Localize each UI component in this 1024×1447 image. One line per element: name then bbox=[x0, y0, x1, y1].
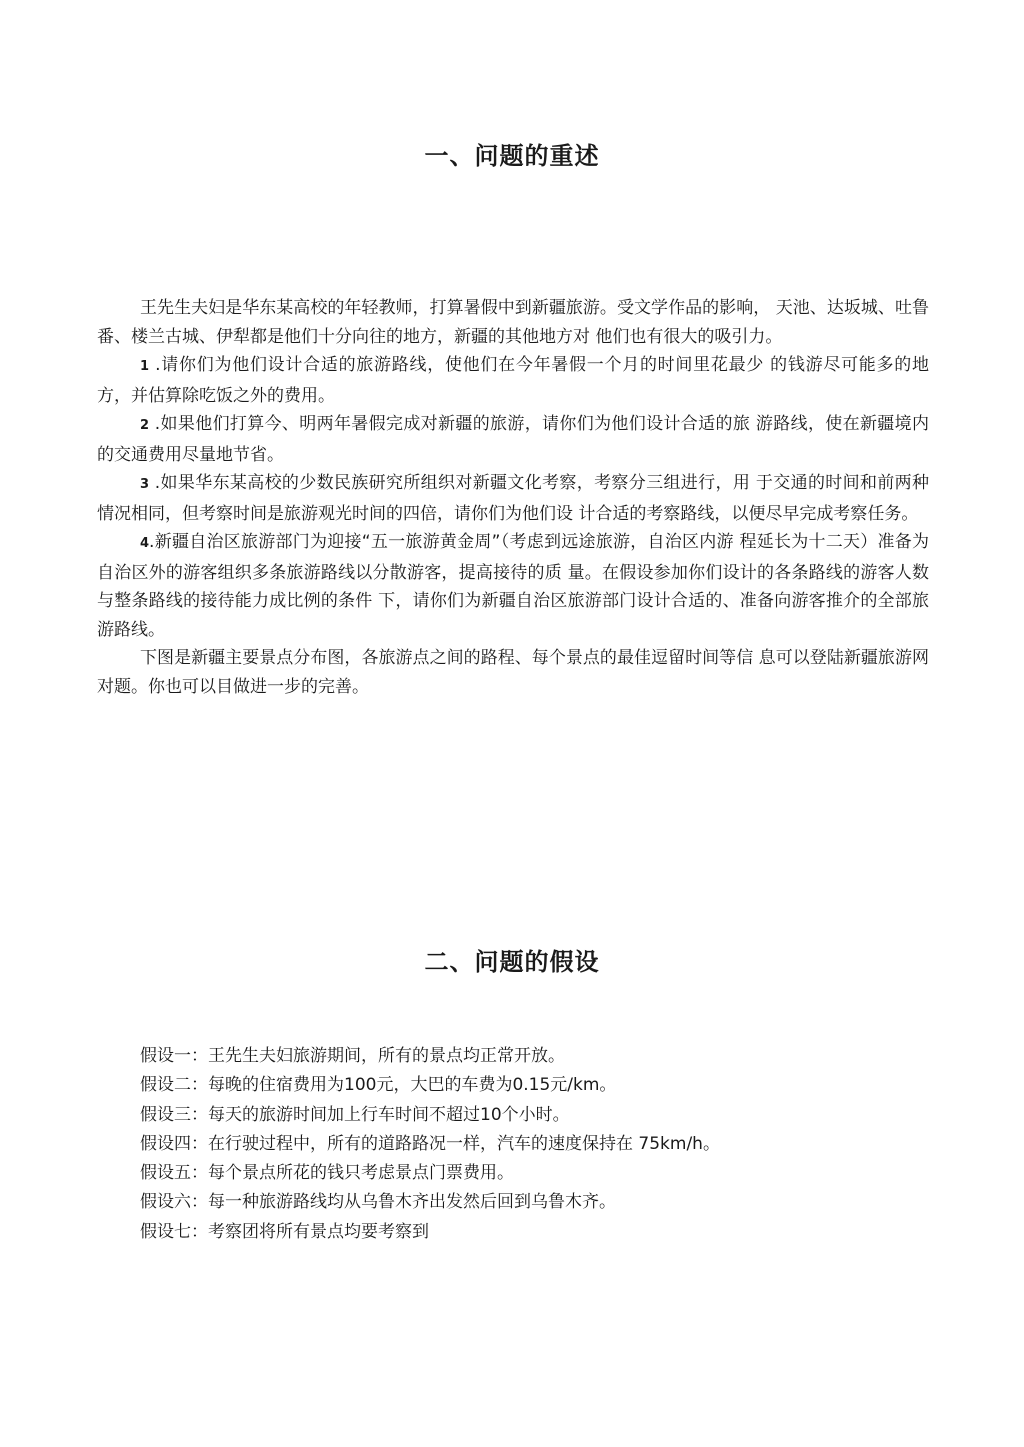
task-item-2 bbox=[97, 410, 929, 469]
assumption-item: 假设三：每天的旅游时间加上行车时间不超过10个小时。 bbox=[140, 1104, 570, 1125]
restatement-body bbox=[97, 294, 929, 701]
assumptions-list bbox=[140, 1042, 940, 1247]
task-item-4 bbox=[97, 528, 929, 644]
task-text: .请你们为他们设计合适的旅游路线，使他们在今年暑假一个月的时间里花最少 的钱游尽可能多的地方，并估算除吃饭之外的费用。 bbox=[97, 355, 929, 406]
assumption-item: 假设五：每个景点所花的钱只考虑景点门票费用。 bbox=[140, 1163, 514, 1184]
task-text: .如果华东某高校的少数民族研究所组织对新疆文化考察，考察分三组进行，用 于交通的时间和前两种情况相同，但考察时间是旅游观光时间的四倍，请你们为他们设 计合适的考察路线，以便尽早完成考察任务。 bbox=[97, 473, 929, 524]
section-heading-restatement: 一、问题的重述 bbox=[424, 142, 600, 170]
intro-paragraph: 王先生夫妇是华东某高校的年轻教师，打算暑假中到新疆旅游。受文学作品的影响， 天池、达坂城、吐鲁番、楼兰古城、伊犁都是他们十分向往的地方，新疆的其他地方对 他们也有很大的吸引力。 bbox=[97, 298, 929, 347]
task-number: 3 bbox=[140, 477, 150, 492]
task-text: .如果他们打算今、明两年暑假完成对新疆的旅游，请你们为他们设计合适的旅 游路线，使在新疆境内的交通费用尽量地节省。 bbox=[97, 414, 929, 465]
closing-paragraph: 下图是新疆主要景点分布图，各旅游点之间的路程、每个景点的最佳逗留时间等信 息可以登陆新疆旅游网对题。你也可以目做进一步的完善。 bbox=[97, 648, 929, 697]
task-number: 1 bbox=[140, 359, 150, 374]
assumption-item: 假设一：王先生夫妇旅游期间，所有的景点均正常开放。 bbox=[140, 1046, 565, 1066]
assumption-item: 假设四：在行驶过程中，所有的道路路况一样，汽车的速度保持在 75km/h。 bbox=[140, 1133, 720, 1154]
task-number: 4 bbox=[140, 536, 150, 551]
assumption-item: 假设七：考察团将所有景点均要考察到 bbox=[140, 1221, 429, 1242]
task-item-1 bbox=[97, 351, 929, 410]
section-heading-assumptions: 二、问题的假设 bbox=[424, 948, 600, 976]
assumption-item: 假设六：每一种旅游路线均从乌鲁木齐出发然后回到乌鲁木齐。 bbox=[140, 1192, 616, 1213]
task-number: 2 bbox=[140, 418, 150, 433]
task-item-3 bbox=[97, 469, 929, 528]
assumption-item: 假设二：每晚的住宿费用为100元，大巴的车费为0.15元/km。 bbox=[140, 1075, 617, 1096]
task-text: .新疆自治区旅游部门为迎接“五一旅游黄金周”（考虑到远途旅游，自治区内游 程延长为十二天）准备为自治区外的游客组织多条旅游路线以分散游客，提高接待的质 量。在假设参加你们设计的各条路线的游客人数与整条路线的接待能力成比例的条件 下，请你们为新疆自治区旅游部门设计合适的、准备向游客推介的全部旅游路线。 bbox=[97, 532, 929, 640]
